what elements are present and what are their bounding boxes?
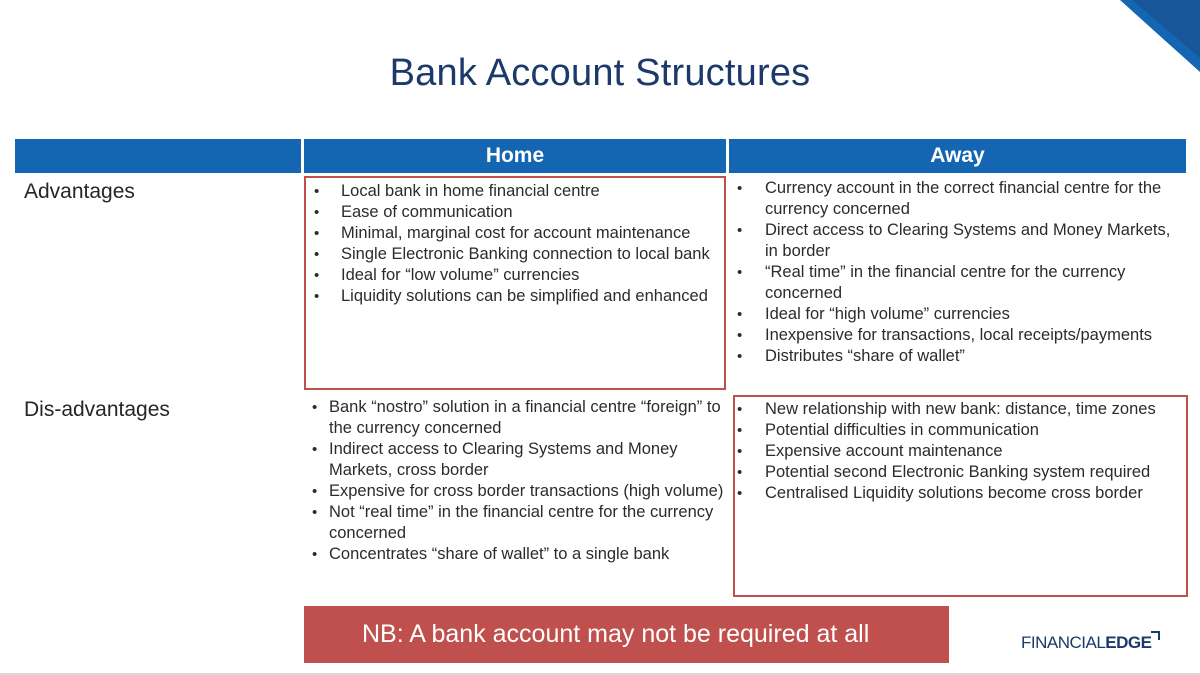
list-item: • Single Electronic Banking connection to local bank xyxy=(306,244,714,265)
logo-text-light: FINANCIAL xyxy=(1021,633,1106,652)
list-item: • Ideal for “high volume” currencies xyxy=(733,304,1183,325)
logo-text-bold: EDGE xyxy=(1105,633,1152,652)
list-item: • Inexpensive for transactions, local receipts/payments xyxy=(733,325,1183,346)
list-item: • Potential difficulties in communication xyxy=(735,420,1180,441)
list-item: • Ease of communication xyxy=(306,202,714,223)
away-advantages-list xyxy=(733,178,1183,367)
list-item: • Liquidity solutions can be simplified and enhanced xyxy=(306,286,714,307)
header-cell-home: Home xyxy=(304,139,726,173)
logo-corner-icon xyxy=(1150,631,1160,641)
header-cell-away: Away xyxy=(729,139,1186,173)
home-disadvantages-list xyxy=(304,397,724,565)
home-disadvantages-cell xyxy=(304,397,724,565)
home-advantages-cell xyxy=(304,176,726,390)
list-item: • New relationship with new bank: distance, time zones xyxy=(735,399,1180,420)
list-item: • Bank “nostro” solution in a financial centre “foreign” to the currency concerned xyxy=(304,397,724,439)
list-item: • Local bank in home financial centre xyxy=(306,181,714,202)
list-item: • Centralised Liquidity solutions become cross border xyxy=(735,483,1180,504)
header-cell-blank xyxy=(15,139,301,173)
list-item: • Indirect access to Clearing Systems and Money Markets, cross border xyxy=(304,439,724,481)
away-disadvantages-cell xyxy=(733,395,1188,597)
row-label-disadvantages: Dis-advantages xyxy=(24,398,170,421)
away-advantages-cell xyxy=(733,178,1183,367)
list-item: • “Real time” in the financial centre for the currency concerned xyxy=(733,262,1183,304)
financial-edge-logo xyxy=(1021,633,1151,653)
row-label-advantages: Advantages xyxy=(24,180,135,203)
away-disadvantages-list xyxy=(735,399,1180,504)
list-item: • Expensive account maintenance xyxy=(735,441,1180,462)
list-item: • Currency account in the correct financial centre for the currency concerned xyxy=(733,178,1183,220)
home-advantages-list xyxy=(306,181,714,307)
slide-title: Bank Account Structures xyxy=(389,52,811,94)
note-banner: NB: A bank account may not be required at all xyxy=(304,606,949,663)
list-item: • Distributes “share of wallet” xyxy=(733,346,1183,367)
list-item: • Expensive for cross border transactions (high volume) xyxy=(304,481,724,502)
list-item: • Potential second Electronic Banking system required xyxy=(735,462,1180,483)
list-item: • Not “real time” in the financial centre for the currency concerned xyxy=(304,502,724,544)
list-item: • Ideal for “low volume” currencies xyxy=(306,265,714,286)
list-item: • Direct access to Clearing Systems and Money Markets, in border xyxy=(733,220,1183,262)
list-item: • Minimal, marginal cost for account maintenance xyxy=(306,223,714,244)
list-item: • Concentrates “share of wallet” to a single bank xyxy=(304,544,724,565)
